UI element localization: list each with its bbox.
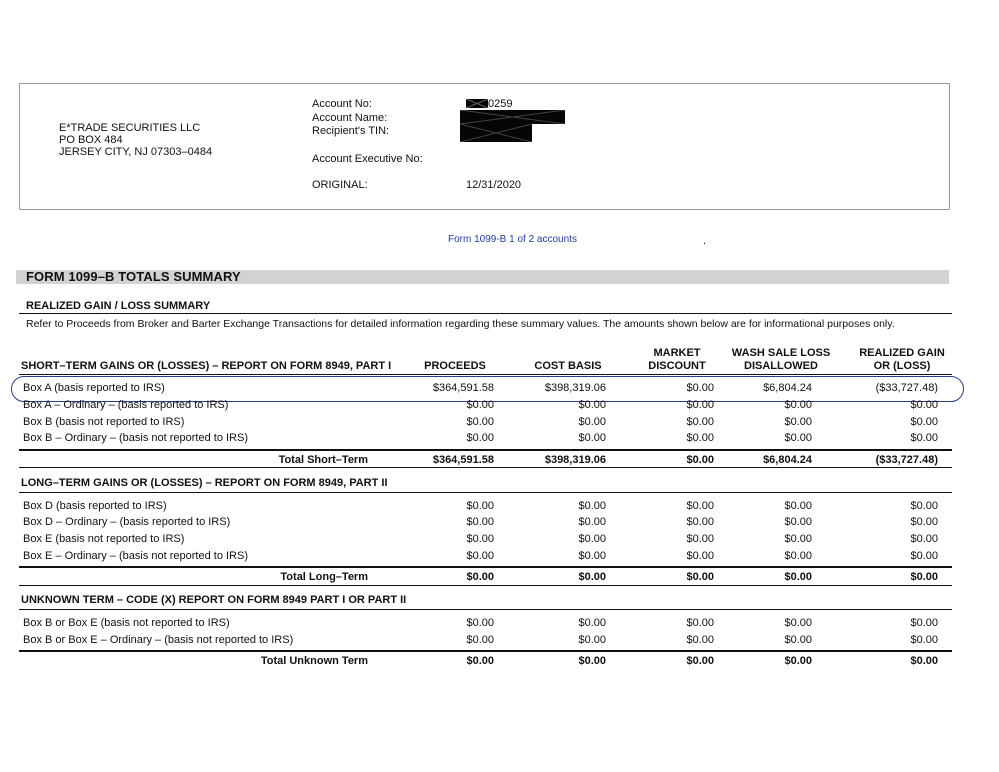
cell-realized-gain: $0.00 bbox=[910, 399, 938, 411]
total-wash-sale: $0.00 bbox=[784, 571, 812, 583]
row-label: Box B – Ordinary – (basis not reported to IRS) bbox=[23, 432, 248, 444]
short-term-heading: SHORT–TERM GAINS OR (LOSSES) – REPORT ON FORM 8949, PART I bbox=[21, 360, 392, 372]
cell-cost-basis: $0.00 bbox=[578, 533, 606, 545]
row-label: Box B (basis not reported to IRS) bbox=[23, 416, 185, 428]
cell-wash-sale: $0.00 bbox=[784, 533, 812, 545]
total-market-discount: $0.00 bbox=[686, 571, 714, 583]
cell-cost-basis: $0.00 bbox=[578, 432, 606, 444]
cell-realized-gain: $0.00 bbox=[910, 432, 938, 444]
recipient-tin-label: Recipient's TIN: bbox=[312, 125, 390, 137]
total-wash-sale: $0.00 bbox=[784, 655, 812, 667]
cell-wash-sale: $0.00 bbox=[784, 516, 812, 528]
cell-market-discount: $0.00 bbox=[686, 432, 714, 444]
total-cost-basis: $0.00 bbox=[578, 655, 606, 667]
cell-proceeds: $0.00 bbox=[466, 634, 494, 646]
total-divider bbox=[19, 449, 952, 451]
divider bbox=[19, 609, 952, 610]
cell-market-discount: $0.00 bbox=[686, 416, 714, 428]
cell-proceeds: $0.00 bbox=[466, 533, 494, 545]
divider bbox=[19, 467, 952, 468]
cell-realized-gain: $0.00 bbox=[910, 617, 938, 629]
total-label: Total Long–Term bbox=[280, 571, 368, 583]
payer-city: JERSEY CITY, NJ 07303–0484 bbox=[59, 146, 213, 158]
total-cost-basis: $0.00 bbox=[578, 571, 606, 583]
col-wash-sale-line1: WASH SALE LOSS bbox=[731, 347, 831, 359]
col-cost-basis: COST BASIS bbox=[534, 360, 602, 372]
long-term-heading: LONG–TERM GAINS OR (LOSSES) – REPORT ON FORM 8949, PART II bbox=[21, 477, 388, 489]
row-label: Box B or Box E (basis not reported to IRS) bbox=[23, 617, 230, 629]
totals-summary-title: FORM 1099–B TOTALS SUMMARY bbox=[26, 269, 241, 284]
redaction-account-name bbox=[460, 110, 565, 124]
redaction-recipient-tin bbox=[460, 124, 532, 142]
cell-proceeds: $0.00 bbox=[466, 399, 494, 411]
divider bbox=[19, 492, 952, 493]
payer-name: E*TRADE SECURITIES LLC bbox=[59, 122, 201, 134]
cell-wash-sale: $0.00 bbox=[784, 416, 812, 428]
account-name-label: Account Name: bbox=[312, 112, 388, 124]
cell-realized-gain: $0.00 bbox=[910, 416, 938, 428]
cell-proceeds: $0.00 bbox=[466, 432, 494, 444]
cell-market-discount: $0.00 bbox=[686, 533, 714, 545]
row-label: Box B or Box E – Ordinary – (basis not reported to IRS) bbox=[23, 634, 294, 646]
col-wash-sale bbox=[725, 347, 837, 373]
unknown-term-heading: UNKNOWN TERM – CODE (X) REPORT ON FORM 8949 PART I OR PART II bbox=[21, 594, 407, 606]
realized-gain-loss-heading: REALIZED GAIN / LOSS SUMMARY bbox=[26, 300, 211, 312]
cell-market-discount: $0.00 bbox=[686, 399, 714, 411]
col-market-discount-line2: DISCOUNT bbox=[648, 360, 706, 372]
cell-proceeds: $0.00 bbox=[466, 550, 494, 562]
row-label: Box D (basis reported to IRS) bbox=[23, 500, 167, 512]
total-realized-gain: ($33,727.48) bbox=[875, 454, 938, 466]
form-account-link[interactable]: Form 1099-B 1 of 2 accounts bbox=[448, 234, 577, 245]
row-label: Box E – Ordinary – (basis not reported to IRS) bbox=[23, 550, 248, 562]
stray-dot: . bbox=[703, 235, 707, 247]
total-wash-sale: $6,804.24 bbox=[763, 454, 812, 466]
cell-cost-basis: $0.00 bbox=[578, 500, 606, 512]
cell-realized-gain: $0.00 bbox=[910, 634, 938, 646]
cell-realized-gain: $0.00 bbox=[910, 533, 938, 545]
row-label: Box D – Ordinary – (basis reported to IRS) bbox=[23, 516, 231, 528]
original-date: 12/31/2020 bbox=[466, 179, 522, 191]
total-market-discount: $0.00 bbox=[686, 454, 714, 466]
cell-wash-sale: $0.00 bbox=[784, 432, 812, 444]
col-realized-gain bbox=[847, 347, 957, 373]
cell-market-discount: $0.00 bbox=[686, 550, 714, 562]
cell-realized-gain: $0.00 bbox=[910, 500, 938, 512]
cell-cost-basis: $0.00 bbox=[578, 634, 606, 646]
cell-cost-basis: $0.00 bbox=[578, 416, 606, 428]
divider bbox=[19, 374, 952, 375]
cell-proceeds: $0.00 bbox=[466, 617, 494, 629]
payer-po-box: PO BOX 484 bbox=[59, 134, 123, 146]
redaction-account-no bbox=[466, 99, 488, 108]
total-realized-gain: $0.00 bbox=[910, 571, 938, 583]
cell-market-discount: $0.00 bbox=[686, 617, 714, 629]
cell-proceeds: $0.00 bbox=[466, 416, 494, 428]
total-divider bbox=[19, 566, 952, 568]
col-wash-sale-line2: DISALLOWED bbox=[744, 360, 818, 372]
cell-market-discount: $0.00 bbox=[686, 500, 714, 512]
cell-cost-basis: $0.00 bbox=[578, 617, 606, 629]
cell-market-discount: $0.00 bbox=[686, 516, 714, 528]
cell-proceeds: $0.00 bbox=[466, 500, 494, 512]
cell-wash-sale: $0.00 bbox=[784, 634, 812, 646]
total-divider bbox=[19, 650, 952, 652]
row-label: Box A (basis reported to IRS) bbox=[23, 382, 165, 394]
cell-wash-sale: $0.00 bbox=[784, 617, 812, 629]
total-cost-basis: $398,319.06 bbox=[544, 454, 606, 466]
total-proceeds: $0.00 bbox=[466, 571, 494, 583]
cell-realized-gain: $0.00 bbox=[910, 550, 938, 562]
cell-cost-basis: $398,319.06 bbox=[544, 382, 606, 394]
col-market-discount bbox=[632, 347, 722, 373]
divider bbox=[19, 313, 952, 314]
total-label: Total Unknown Term bbox=[260, 655, 368, 667]
cell-proceeds: $0.00 bbox=[466, 516, 494, 528]
col-realized-gain-line2: OR (LOSS) bbox=[873, 360, 931, 372]
col-proceeds: PROCEEDS bbox=[424, 360, 486, 372]
cell-cost-basis: $0.00 bbox=[578, 516, 606, 528]
row-label: Box E (basis not reported to IRS) bbox=[23, 533, 185, 545]
cell-wash-sale: $0.00 bbox=[784, 399, 812, 411]
account-no-value: 0259 bbox=[488, 98, 513, 110]
summary-note: Refer to Proceeds from Broker and Barter Exchange Transactions for detailed information regarding these summary values. The amounts shown below are for informational purposes only. bbox=[26, 318, 895, 330]
payer-address bbox=[59, 122, 212, 158]
row-label: Box A – Ordinary – (basis reported to IRS) bbox=[23, 399, 229, 411]
total-market-discount: $0.00 bbox=[686, 655, 714, 667]
cell-realized-gain: ($33,727.48) bbox=[875, 382, 938, 394]
col-realized-gain-line1: REALIZED GAIN bbox=[859, 347, 945, 359]
total-realized-gain: $0.00 bbox=[910, 655, 938, 667]
original-label: ORIGINAL: bbox=[312, 179, 368, 191]
cell-wash-sale: $6,804.24 bbox=[763, 382, 812, 394]
cell-cost-basis: $0.00 bbox=[578, 550, 606, 562]
cell-wash-sale: $0.00 bbox=[784, 500, 812, 512]
total-proceeds: $0.00 bbox=[466, 655, 494, 667]
total-proceeds: $364,591.58 bbox=[432, 454, 494, 466]
col-market-discount-line1: MARKET bbox=[653, 347, 701, 359]
total-label: Total Short–Term bbox=[278, 454, 368, 466]
account-executive-label: Account Executive No: bbox=[312, 153, 423, 165]
cell-wash-sale: $0.00 bbox=[784, 550, 812, 562]
divider bbox=[19, 585, 952, 586]
account-no-label: Account No: bbox=[312, 98, 372, 110]
cell-cost-basis: $0.00 bbox=[578, 399, 606, 411]
cell-realized-gain: $0.00 bbox=[910, 516, 938, 528]
cell-market-discount: $0.00 bbox=[686, 382, 714, 394]
cell-market-discount: $0.00 bbox=[686, 634, 714, 646]
cell-proceeds: $364,591.58 bbox=[432, 382, 494, 394]
